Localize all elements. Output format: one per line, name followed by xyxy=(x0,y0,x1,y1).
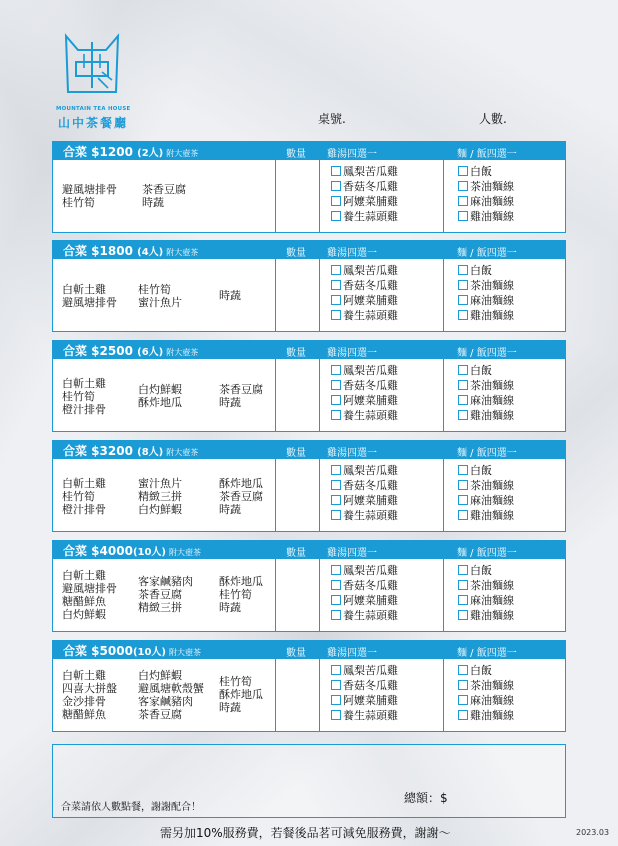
checkbox-icon[interactable] xyxy=(458,610,468,620)
set-people: (10人) xyxy=(132,647,166,658)
dish-item: 白斬土雞 xyxy=(62,669,106,682)
rice-options xyxy=(458,164,514,224)
checkbox-icon[interactable] xyxy=(331,365,341,375)
set-note: 附大壺茶 xyxy=(166,149,199,158)
soup-option[interactable]: 養生蒜頭雞 xyxy=(331,508,398,523)
set-price: 合菜 $5000 xyxy=(63,644,133,658)
soup-option[interactable]: 養生蒜頭雞 xyxy=(331,209,398,224)
dish-item: 蜜汁魚片 xyxy=(138,477,182,490)
soup-option[interactable]: 香菇冬瓜雞 xyxy=(331,278,398,293)
set-note: 附大壺茶 xyxy=(166,448,199,457)
dish-item: 白斬土雞 xyxy=(62,569,106,582)
checkbox-icon[interactable] xyxy=(331,480,341,490)
dish-item: 金沙排骨 xyxy=(62,695,106,708)
rice-option[interactable]: 雞油麵線 xyxy=(458,708,514,723)
checkbox-icon[interactable] xyxy=(331,410,341,420)
set-menu-block xyxy=(52,540,566,632)
set-people: (10人) xyxy=(132,547,166,558)
brand-name-en: MOUNTAIN TEA HOUSE xyxy=(56,106,131,112)
set-note: 附大壺茶 xyxy=(169,548,201,557)
set-menu-block xyxy=(52,440,566,532)
set-menu-block xyxy=(52,340,566,432)
set-title xyxy=(63,242,198,259)
soup-header: 雞湯四選一 xyxy=(327,149,377,160)
dish-list xyxy=(62,359,272,431)
checkbox-icon[interactable] xyxy=(458,395,468,405)
dish-item: 四喜大拼盤 xyxy=(62,682,117,695)
rice-option[interactable]: 麻油麵線 xyxy=(458,593,514,608)
set-note: 附大壺茶 xyxy=(169,648,201,657)
checkbox-icon[interactable] xyxy=(458,380,468,390)
checkbox-icon[interactable] xyxy=(458,181,468,191)
rice-header: 麵 / 飯四選一 xyxy=(457,548,517,559)
dish-item: 避風塘軟殼蟹 xyxy=(138,682,204,695)
set-price: 合菜 $4000 xyxy=(63,544,133,558)
brand-logo xyxy=(56,32,131,130)
soup-header: 雞湯四選一 xyxy=(327,348,377,359)
checkbox-icon[interactable] xyxy=(458,695,468,705)
rice-header: 麵 / 飯四選一 xyxy=(457,348,517,359)
qty-header: 數量 xyxy=(286,448,306,459)
checkbox-icon[interactable] xyxy=(458,710,468,720)
qty-header: 數量 xyxy=(286,348,306,359)
checkbox-icon[interactable] xyxy=(331,665,341,675)
set-people: (8人) xyxy=(137,447,164,458)
checkbox-icon[interactable] xyxy=(331,495,341,505)
soup-header: 雞湯四選一 xyxy=(327,648,377,659)
rice-option[interactable]: 麻油麵線 xyxy=(458,493,514,508)
set-price: 合菜 $2500 xyxy=(63,344,133,358)
dish-item: 桂竹筍 xyxy=(62,490,95,503)
dish-item: 蜜汁魚片 xyxy=(138,296,182,309)
soup-option[interactable]: 鳳梨苦瓜雞 xyxy=(331,463,398,478)
rice-options xyxy=(458,363,514,423)
soup-option[interactable]: 阿嬤菜脯雞 xyxy=(331,293,398,308)
qty-header: 數量 xyxy=(286,248,306,259)
dish-item: 橙汁排骨 xyxy=(62,403,106,416)
rice-option[interactable]: 茶油麵線 xyxy=(458,578,514,593)
total-amount-field[interactable]: 總額：$ xyxy=(404,791,448,805)
dish-item: 桂竹筍 xyxy=(138,283,171,296)
rice-option[interactable]: 白飯 xyxy=(458,164,514,179)
rice-option[interactable]: 白飯 xyxy=(458,663,514,678)
rice-option[interactable]: 雞油麵線 xyxy=(458,608,514,623)
set-people: (6人) xyxy=(137,347,164,358)
soup-option[interactable]: 阿嬤菜脯雞 xyxy=(331,393,398,408)
dish-item: 避風塘排骨 xyxy=(62,582,117,595)
checkbox-icon[interactable] xyxy=(458,310,468,320)
soup-option[interactable]: 養生蒜頭雞 xyxy=(331,308,398,323)
rice-option[interactable]: 白飯 xyxy=(458,263,514,278)
soup-option[interactable]: 香菇冬瓜雞 xyxy=(331,678,398,693)
dish-item: 客家鹹豬肉 xyxy=(138,695,193,708)
soup-options xyxy=(331,663,398,723)
soup-header: 雞湯四選一 xyxy=(327,548,377,559)
rice-option[interactable]: 麻油麵線 xyxy=(458,194,514,209)
dish-item: 時蔬 xyxy=(219,396,241,409)
rice-option[interactable]: 雞油麵線 xyxy=(458,308,514,323)
set-note: 附大壺茶 xyxy=(166,248,199,257)
set-title xyxy=(63,442,198,459)
checkbox-icon[interactable] xyxy=(331,395,341,405)
soup-options xyxy=(331,463,398,523)
dish-item: 酥炸地瓜 xyxy=(138,396,182,409)
dish-item: 白灼鮮蝦 xyxy=(138,383,182,396)
soup-option[interactable]: 養生蒜頭雞 xyxy=(331,408,398,423)
soup-option[interactable]: 香菇冬瓜雞 xyxy=(331,578,398,593)
dish-item: 白灼鮮蝦 xyxy=(138,503,182,516)
checkbox-icon[interactable] xyxy=(458,580,468,590)
service-fee-note: 需另加10%服務費，若餐後品茗可減免服務費，謝謝～ xyxy=(160,826,451,840)
rice-header: 麵 / 飯四選一 xyxy=(457,448,517,459)
dish-item: 精緻三拼 xyxy=(138,490,182,503)
rice-option[interactable]: 麻油麵線 xyxy=(458,293,514,308)
rice-options xyxy=(458,463,514,523)
dish-item: 白灼鮮蝦 xyxy=(62,608,106,621)
dish-item: 茶香豆腐 xyxy=(138,588,182,601)
checkbox-icon[interactable] xyxy=(458,495,468,505)
dish-item: 時蔬 xyxy=(219,601,241,614)
cat-mountain-logo-icon xyxy=(62,32,122,104)
soup-option[interactable]: 鳳梨苦瓜雞 xyxy=(331,164,398,179)
rice-option[interactable]: 白飯 xyxy=(458,463,514,478)
rice-option[interactable]: 白飯 xyxy=(458,563,514,578)
set-title xyxy=(63,143,198,160)
checkbox-icon[interactable] xyxy=(458,480,468,490)
dish-item: 客家鹹豬肉 xyxy=(138,575,193,588)
qty-header: 數量 xyxy=(286,548,306,559)
dish-list xyxy=(62,559,272,631)
order-summary-box xyxy=(52,744,566,818)
set-price: 合菜 $1800 xyxy=(63,244,133,258)
rice-header: 麵 / 飯四選一 xyxy=(457,149,517,160)
dish-item: 糖醋鮮魚 xyxy=(62,708,106,721)
checkbox-icon[interactable] xyxy=(458,166,468,176)
set-note: 附大壺茶 xyxy=(166,348,199,357)
checkbox-icon[interactable] xyxy=(458,510,468,520)
rice-header: 麵 / 飯四選一 xyxy=(457,648,517,659)
rice-options xyxy=(458,663,514,723)
checkbox-icon[interactable] xyxy=(331,265,341,275)
soup-header: 雞湯四選一 xyxy=(327,448,377,459)
checkbox-icon[interactable] xyxy=(331,465,341,475)
soup-option[interactable]: 鳳梨苦瓜雞 xyxy=(331,263,398,278)
checkbox-icon[interactable] xyxy=(458,410,468,420)
checkbox-icon[interactable] xyxy=(331,680,341,690)
dish-item: 時蔬 xyxy=(142,196,164,209)
rice-option[interactable]: 雞油麵線 xyxy=(458,508,514,523)
set-header xyxy=(53,142,565,160)
checkbox-icon[interactable] xyxy=(331,610,341,620)
checkbox-icon[interactable] xyxy=(331,510,341,520)
set-menu-block xyxy=(52,640,566,732)
rice-option[interactable]: 麻油麵線 xyxy=(458,393,514,408)
dish-list xyxy=(62,259,272,331)
menu-date: 2023.03 xyxy=(576,828,610,837)
checkbox-icon[interactable] xyxy=(331,695,341,705)
rice-options xyxy=(458,563,514,623)
dish-item: 白斬土雞 xyxy=(62,477,106,490)
checkbox-icon[interactable] xyxy=(458,665,468,675)
dish-list xyxy=(62,459,272,531)
checkbox-icon[interactable] xyxy=(331,295,341,305)
soup-option[interactable]: 阿嬤菜脯雞 xyxy=(331,593,398,608)
soup-options xyxy=(331,563,398,623)
set-price: 合菜 $1200 xyxy=(63,145,133,159)
set-header xyxy=(53,241,565,259)
checkbox-icon[interactable] xyxy=(458,295,468,305)
brand-name-zh: 山中茶餐廳 xyxy=(58,116,129,130)
rice-option[interactable]: 茶油麵線 xyxy=(458,378,514,393)
rice-option[interactable]: 茶油麵線 xyxy=(458,678,514,693)
soup-option[interactable]: 養生蒜頭雞 xyxy=(331,708,398,723)
dish-item: 時蔬 xyxy=(219,701,241,714)
set-header xyxy=(53,541,565,559)
checkbox-icon[interactable] xyxy=(331,580,341,590)
set-menu-block xyxy=(52,240,566,332)
soup-option[interactable]: 鳳梨苦瓜雞 xyxy=(331,563,398,578)
rice-option[interactable]: 茶油麵線 xyxy=(458,179,514,194)
rice-option[interactable]: 茶油麵線 xyxy=(458,478,514,493)
dish-item: 白斬土雞 xyxy=(62,283,106,296)
checkbox-icon[interactable] xyxy=(458,595,468,605)
dish-item: 茶香豆腐 xyxy=(142,183,186,196)
dish-item: 酥炸地瓜 xyxy=(219,575,263,588)
soup-option[interactable]: 阿嬤菜脯雞 xyxy=(331,194,398,209)
checkbox-icon[interactable] xyxy=(458,280,468,290)
dish-item: 避風塘排骨 xyxy=(62,183,117,196)
dish-item: 桂竹筍 xyxy=(219,675,252,688)
order-note: 合菜請依人數點餐，謝謝配合！ xyxy=(61,802,201,813)
set-header xyxy=(53,441,565,459)
soup-option[interactable]: 養生蒜頭雞 xyxy=(331,608,398,623)
rice-option[interactable]: 雞油麵線 xyxy=(458,408,514,423)
checkbox-icon[interactable] xyxy=(458,365,468,375)
set-header xyxy=(53,641,565,659)
checkbox-icon[interactable] xyxy=(331,196,341,206)
dish-list xyxy=(62,160,272,232)
soup-option[interactable]: 香菇冬瓜雞 xyxy=(331,179,398,194)
dish-item: 精緻三拼 xyxy=(138,601,182,614)
set-people: (2人) xyxy=(137,148,164,159)
dish-item: 茶香豆腐 xyxy=(138,708,182,721)
dish-item: 茶香豆腐 xyxy=(219,383,263,396)
soup-options xyxy=(331,263,398,323)
people-count-label: 人數. xyxy=(479,112,507,126)
checkbox-icon[interactable] xyxy=(331,310,341,320)
rice-option[interactable]: 白飯 xyxy=(458,363,514,378)
table-number-label: 桌號. xyxy=(318,112,346,126)
set-title xyxy=(63,642,201,659)
dish-item: 時蔬 xyxy=(219,289,241,302)
soup-option[interactable]: 香菇冬瓜雞 xyxy=(331,478,398,493)
dish-item: 時蔬 xyxy=(219,503,241,516)
qty-header: 數量 xyxy=(286,648,306,659)
qty-header: 數量 xyxy=(286,149,306,160)
dish-item: 避風塘排骨 xyxy=(62,296,117,309)
checkbox-icon[interactable] xyxy=(331,181,341,191)
checkbox-icon[interactable] xyxy=(458,265,468,275)
soup-option[interactable]: 鳳梨苦瓜雞 xyxy=(331,363,398,378)
soup-option[interactable]: 阿嬤菜脯雞 xyxy=(331,493,398,508)
dish-list xyxy=(62,659,272,731)
set-menu-block xyxy=(52,141,566,233)
checkbox-icon[interactable] xyxy=(458,465,468,475)
checkbox-icon[interactable] xyxy=(331,710,341,720)
dish-item: 茶香豆腐 xyxy=(219,490,263,503)
set-header xyxy=(53,341,565,359)
checkbox-icon[interactable] xyxy=(458,211,468,221)
set-title xyxy=(63,342,198,359)
dish-item: 白斬土雞 xyxy=(62,377,106,390)
checkbox-icon[interactable] xyxy=(331,166,341,176)
checkbox-icon[interactable] xyxy=(331,380,341,390)
checkbox-icon[interactable] xyxy=(458,565,468,575)
soup-option[interactable]: 香菇冬瓜雞 xyxy=(331,378,398,393)
checkbox-icon[interactable] xyxy=(458,196,468,206)
dish-item: 桂竹筍 xyxy=(62,196,95,209)
set-people: (4人) xyxy=(137,247,164,258)
checkbox-icon[interactable] xyxy=(458,680,468,690)
set-title xyxy=(63,542,201,559)
soup-option[interactable]: 鳳梨苦瓜雞 xyxy=(331,663,398,678)
soup-header: 雞湯四選一 xyxy=(327,248,377,259)
checkbox-icon[interactable] xyxy=(331,280,341,290)
dish-item: 橙汁排骨 xyxy=(62,503,106,516)
dish-item: 酥炸地瓜 xyxy=(219,477,263,490)
checkbox-icon[interactable] xyxy=(331,211,341,221)
soup-options xyxy=(331,363,398,423)
rice-option[interactable]: 茶油麵線 xyxy=(458,278,514,293)
set-price: 合菜 $3200 xyxy=(63,444,133,458)
checkbox-icon[interactable] xyxy=(331,595,341,605)
rice-options xyxy=(458,263,514,323)
dish-item: 桂竹筍 xyxy=(62,390,95,403)
soup-option[interactable]: 阿嬤菜脯雞 xyxy=(331,693,398,708)
dish-item: 糖醋鮮魚 xyxy=(62,595,106,608)
dish-item: 酥炸地瓜 xyxy=(219,688,263,701)
checkbox-icon[interactable] xyxy=(331,565,341,575)
soup-options xyxy=(331,164,398,224)
rice-option[interactable]: 麻油麵線 xyxy=(458,693,514,708)
rice-option[interactable]: 雞油麵線 xyxy=(458,209,514,224)
rice-header: 麵 / 飯四選一 xyxy=(457,248,517,259)
dish-item: 桂竹筍 xyxy=(219,588,252,601)
dish-item: 白灼鮮蝦 xyxy=(138,669,182,682)
